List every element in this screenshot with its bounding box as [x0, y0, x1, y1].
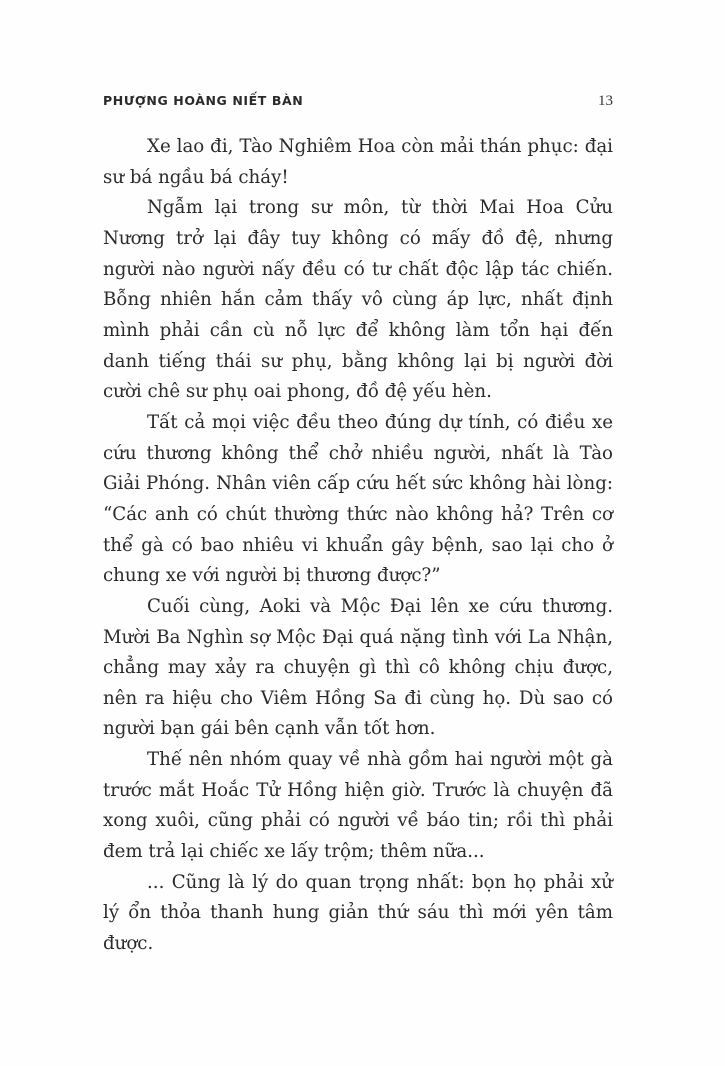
paragraph: Tất cả mọi việc đều theo đúng dự tính, có điều xe cứu thương không thể chở nhiều người, nhất là Tào Giải Phóng. Nhân viên cấp cứu hết sức không hài lòng: “Các anh có chút thường thức nào không hả? Trên cơ thể gà có bao nhiêu vi khuẩn gây bệnh, sao lại cho ở chung xe với người bị thương được?”	[103, 411, 613, 587]
paragraph: Ngẫm lại trong sư môn, từ thời Mai Hoa Cửu Nương trở lại đây tuy không có mấy đồ đệ, nhưng người nào người nấy đều có tư chất độc lập tác chiến. Bỗng nhiên hắn cảm thấy vô cùng áp lực, nhất định mình phải cần cù nỗ lực để không làm tổn hại đến danh tiếng thái sư phụ, bằng không lại bị người đời cười chê sư phụ oai phong, đồ đệ yếu hèn.	[103, 197, 613, 403]
body-text	[103, 132, 613, 960]
paragraph: Cuối cùng, Aoki và Mộc Đại lên xe cứu thương. Mười Ba Nghìn sợ Mộc Đại quá nặng tình với La Nhận, chẳng may xảy ra chuyện gì thì cô không chịu được, nên ra hiệu cho Viêm Hồng Sa đi cùng họ. Dù sao có người bạn gái bên cạnh vẫn tốt hơn.	[103, 595, 613, 740]
running-header	[103, 91, 613, 113]
paragraph: Xe lao đi, Tào Nghiêm Hoa còn mải thán phục: đại sư bá ngầu bá cháy!	[103, 136, 613, 188]
paragraph: Thế nên nhóm quay về nhà gồm hai người một gà trước mắt Hoắc Tử Hồng hiện giờ. Trước là chuyện đã xong xuôi, cũng phải có người về báo tin; rồi thì phải đem trả lại chiếc xe lấy trộm; thêm nữa...	[103, 749, 613, 863]
page-number: 13	[598, 93, 613, 109]
paragraph: ... Cũng là lý do quan trọng nhất: bọn họ phải xử lý ổn thỏa thanh hung giản thứ sáu thì mới yên tâm được.	[103, 871, 613, 955]
running-title: PHƯỢNG HOÀNG NIẾT BÀN	[103, 93, 304, 108]
